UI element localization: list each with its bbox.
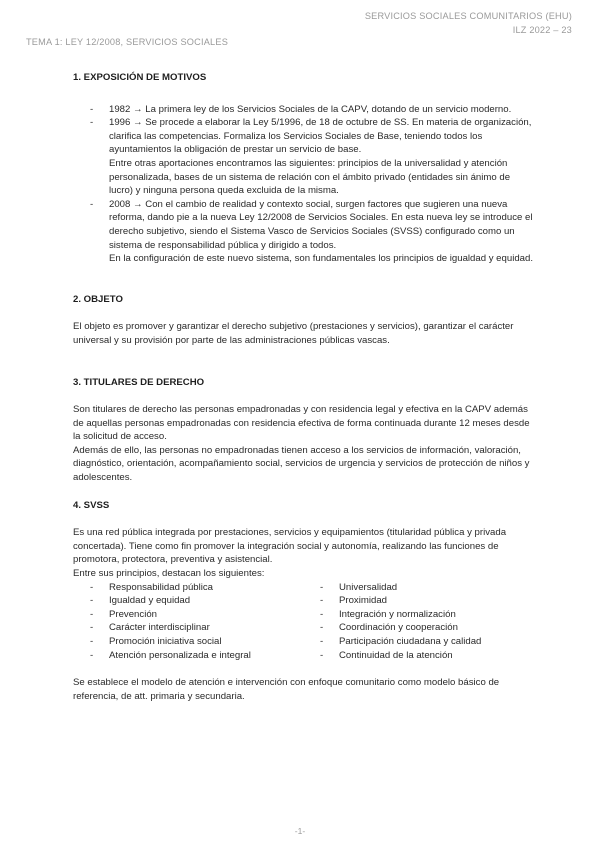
list-item: - Proximidad <box>303 594 533 608</box>
academic-term: ILZ 2022 – 23 <box>512 25 572 35</box>
principles-list-right <box>303 581 533 663</box>
list-item: - Participación ciudadana y calidad <box>303 635 533 649</box>
motives-list <box>73 103 533 266</box>
section-2-heading: 2. OBJETO <box>73 293 123 305</box>
list-item: - Prevención <box>73 608 303 622</box>
section-4-heading: 4. SVSS <box>73 499 110 511</box>
list-item <box>73 116 533 198</box>
section-1-heading: 1. EXPOSICIÓN DE MOTIVOS <box>73 72 207 83</box>
list-item: - Coordinación y cooperación <box>303 621 533 635</box>
list-item <box>73 198 533 266</box>
list-item-extra: En la configuración de este nuevo sistema, son fundamentales los principios de igualdad y equidad. <box>109 253 533 265</box>
document-body <box>73 71 533 703</box>
section-3-paragraph-2: Además de ello, las personas no empadronadas tienen acceso a los servicios de información, valoración, diagnóstico, orientación, acompañamiento social, servicios de urgencia y servicios de protección de niños y adolescentes. <box>73 444 530 484</box>
document-header <box>365 9 572 37</box>
section-2-paragraph: El objeto es promover y garantizar el derecho subjetivo (prestaciones y servicios), garantizar el carácter universal y su provisión por parte de las administraciones públicas vascas. <box>73 321 514 346</box>
list-item: - Igualdad y equidad <box>73 594 303 608</box>
list-item-extra: Entre otras aportaciones encontramos las siguientes: principios de la universalidad y atención personalizada, bases de un sistema de relación con el ámbito privado (entidades sin ánimo de lucro) y ninguna persona queda excluida de la misma. <box>109 157 511 197</box>
list-item <box>73 103 533 117</box>
section-4-closing: Se establece el modelo de atención e intervención con enfoque comunitario como modelo básico de referencia, de att. primaria y secundaria. <box>73 677 500 702</box>
principles-columns <box>73 581 533 663</box>
list-item: - Responsabilidad pública <box>73 581 303 595</box>
list-item: - Integración y normalización <box>303 608 533 622</box>
list-item: - Continuidad de la atención <box>303 649 533 663</box>
list-item-text: 1982 → La primera ley de los Servicios Sociales de la CAPV, dotando de un servicio moderno. <box>109 103 512 115</box>
page-number: -1- <box>294 826 306 836</box>
list-item-text: 1996 → Se procede a elaborar la Ley 5/1996, de 18 de octubre de SS. En materia de organización, clarifica las competencias. Formaliza los Servicios Sociales de Base, teniendo todos los ayuntamientos la obligación de prestar un servicio de base. <box>109 117 532 156</box>
section-3-paragraph-1: Son titulares de derecho las personas empadronadas y con residencia legal y efectiva en la CAPV además de aquellas personas empadronadas con residencia efectiva de forma continuada durante 12 meses desde la solicitud de acceso. <box>73 404 530 443</box>
list-item: - Carácter interdisciplinar <box>73 621 303 635</box>
list-item: - Atención personalizada e integral <box>73 649 303 663</box>
course-title: SERVICIOS SOCIALES COMUNITARIOS (EHU) <box>364 11 572 21</box>
topic-title: TEMA 1: LEY 12/2008, SERVICIOS SOCIALES <box>26 37 229 47</box>
list-item-text: 2008 → Con el cambio de realidad y contexto social, surgen factores que sugieren una nueva reforma, dando pie a la nueva Ley 12/2008 de Servicios Sociales. En esta nueva ley se introduce el derecho subjetivo, siendo el Sistema Vasco de Servicios Sociales (SVSS) configurado como un sistema de responsabilidad pública y dirigido a todos. <box>109 198 533 251</box>
section-3-heading: 3. TITULARES DE DERECHO <box>73 376 205 388</box>
list-item: - Promoción iniciativa social <box>73 635 303 649</box>
list-item: - Universalidad <box>303 581 533 595</box>
section-4-paragraph-1: Es una red pública integrada por prestaciones, servicios y equipamientos (titularidad pública y privada concertada). Tiene como fin promover la integración social y autonomía, realizando las funciones de promotora, protectora, preventiva y asistencial. <box>73 527 507 566</box>
principles-list-left <box>73 581 303 663</box>
section-4-paragraph-2: Entre sus principios, destacan los siguientes: <box>73 568 265 580</box>
